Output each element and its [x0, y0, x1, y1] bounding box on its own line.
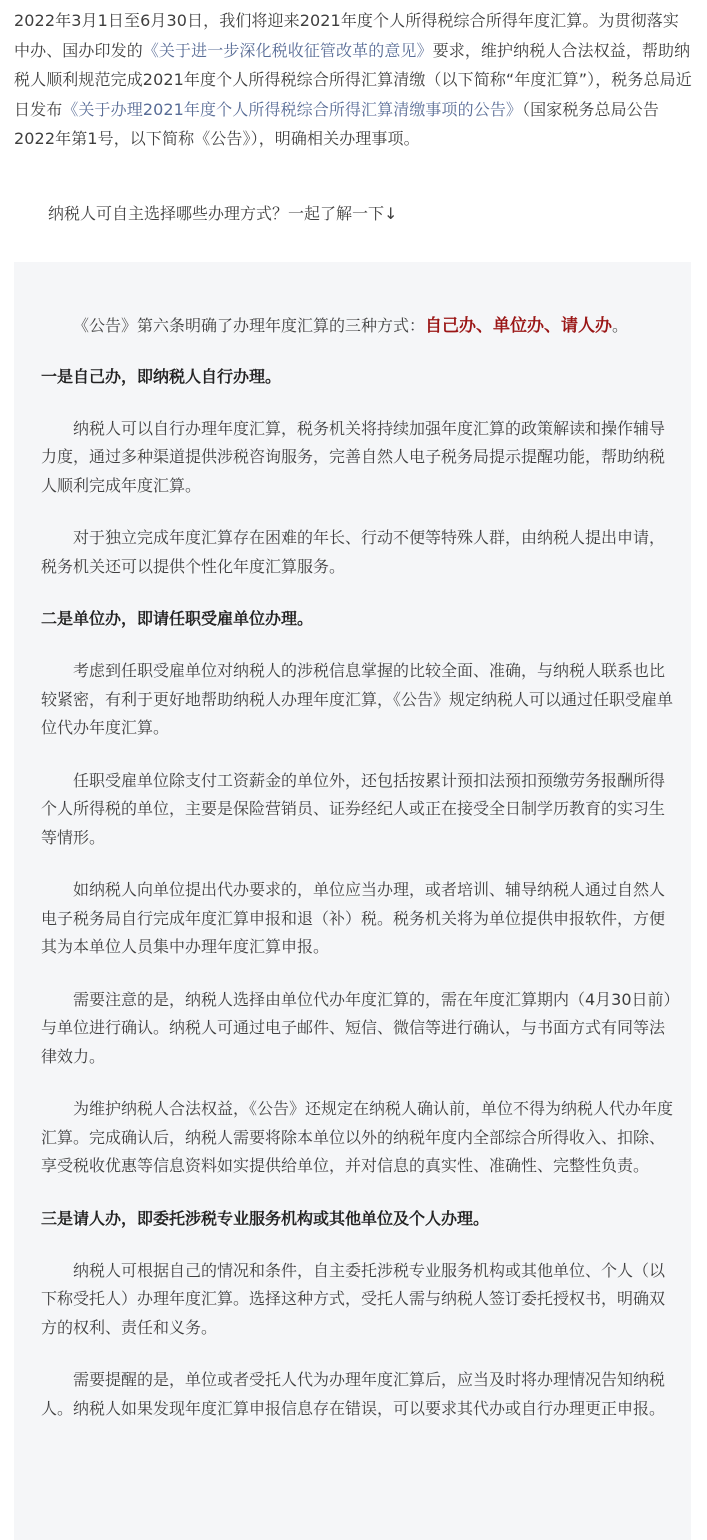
article-intro: [14, 6, 694, 154]
paragraph: 对于独立完成年度汇算存在困难的年长、行动不便等特殊人群，由纳税人提出申请，税务机关还可以提供个性化年度汇算服务。: [41, 528, 666, 576]
three-ways-highlight: 自己办、单位办、请人办: [425, 316, 613, 336]
intro-paragraph: [14, 6, 694, 154]
paragraph: 需要提醒的是，单位或者受托人代为办理年度汇算后，应当及时将办理情况告知纳税人。纳税人如果发现年度汇算申报信息存在错误，可以要求其代办或自行办理更正申报。: [41, 1370, 666, 1418]
policy-link-opinion[interactable]: 《关于进一步深化税收征管改革的意见》: [142, 40, 433, 60]
intro-text: 要求，维护纳税人合法权益，帮助纳税人顺利规范完成2021年度个人所得税综合所得汇算清缴（以下简称“年度汇算”），税务总局近日发布: [14, 40, 692, 119]
paragraph: 需要注意的是，纳税人选择由单位代办年度汇算的，需在年度汇算期内（4月30日前）与单位进行确认。纳税人可通过电子邮件、短信、微信等进行确认，与书面方式有同等法律效力。: [41, 989, 672, 1066]
policy-link-announcement[interactable]: 《关于办理2021年度个人所得税综合所得汇算清缴事项的公告》: [62, 99, 523, 119]
opening-end: 。: [612, 316, 629, 335]
paragraph: 如纳税人向单位提出代办要求的，单位应当办理，或者培训、辅导纳税人通过自然人电子税务局自行完成年度汇算申报和退（补）税。税务机关将为单位提供申报软件，方便其为本单位人员集中办理年度汇算申报。: [41, 880, 666, 956]
lead-text: 纳税人可自主选择哪些办理方式？一起了解一下↓: [48, 204, 398, 223]
section-heading-employer: 二是单位办，即请任职受雇单位办理。: [41, 609, 314, 628]
content-box: [14, 262, 691, 1540]
intro-text: 2022年3月1日至6月30日，我们将迎来2021年度个人所得税综合所得年度汇算。为贯彻落实中办、国办印发的: [14, 11, 679, 60]
section-heading-agent: 三是请人办，即委托涉税专业服务机构或其他单位及个人办理。: [41, 1208, 490, 1228]
content-box-body: [41, 312, 677, 1423]
intro-text: （国家税务总局公告2022年第1号，以下简称《公告》），明确相关办理事项。: [14, 99, 659, 148]
paragraph: 为维护纳税人合法权益，《公告》还规定在纳税人确认前，单位不得为纳税人代办年度汇算。完成确认后，纳税人需要将除本单位以外的纳税年度内全部综合所得收入、扣除、享受税收优惠等信息资料如实提供给单位，并对信息的真实性、准确性、完整性负责。: [41, 1099, 674, 1175]
paragraph: 纳税人可根据自己的情况和条件，自主委托涉税专业服务机构或其他单位、个人（以下称受托人）办理年度汇算。选择这种方式，受托人需与纳税人签订委托授权书，明确双方的权利、责任和义务。: [41, 1260, 666, 1337]
paragraph: 纳税人可以自行办理年度汇算，税务机关将持续加强年度汇算的政策解读和操作辅导力度，通过多种渠道提供涉税咨询服务，完善自然人电子税务局提示提醒功能，帮助纳税人顺利完成年度汇算。: [41, 418, 666, 495]
paragraph: 任职受雇单位除支付工资薪金的单位外，还包括按累计预扣法预扣预缴劳务报酬所得个人所得税的单位，主要是保险营销员、证券经纪人或正在接受全日制学历教育的实习生等情形。: [41, 770, 666, 847]
paragraph: 考虑到任职受雇单位对纳税人的涉税信息掌握的比较全面、准确，与纳税人联系也比较紧密，有利于更好地帮助纳税人办理年度汇算，《公告》规定纳税人可以通过任职受雇单位代办年度汇算。: [41, 661, 674, 737]
section-heading-self: 一是自己办，即纳税人自行办理。: [41, 366, 282, 386]
opening-paragraph: [41, 312, 677, 341]
opening-text: 《公告》第六条明确了办理年度汇算的三种方式：: [73, 316, 426, 335]
